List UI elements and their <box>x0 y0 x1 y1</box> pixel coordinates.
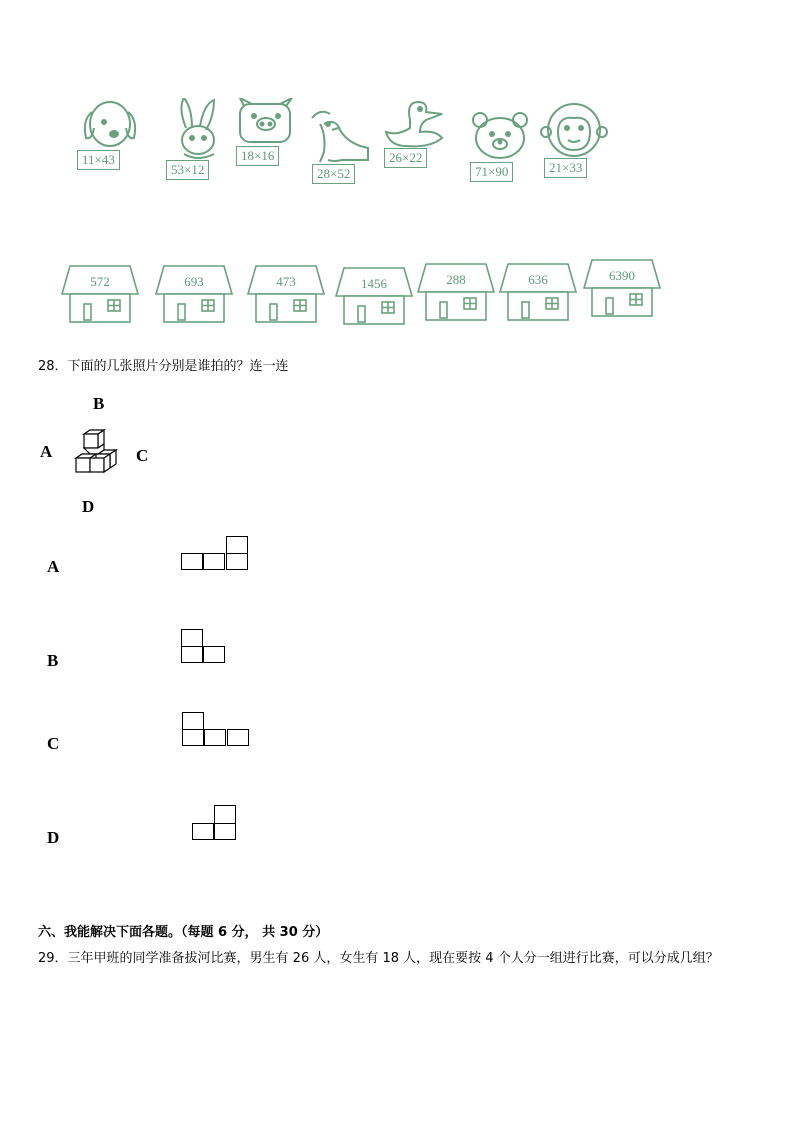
house-number: 693 <box>184 274 204 289</box>
house-number: 636 <box>528 272 548 287</box>
house <box>582 258 662 320</box>
grid-square <box>182 712 204 730</box>
direction-label-top: B <box>93 394 105 413</box>
grid-square <box>182 729 204 746</box>
question-29-text: 29．三年甲班的同学准备拔河比赛，男生有 26 人，女生有 18 人，现在要按 4 个人分一组进行比赛，可以分成几组？ <box>38 951 719 966</box>
grid-square <box>181 553 203 570</box>
house <box>498 262 578 324</box>
grid-square <box>204 729 226 746</box>
grid-square <box>226 553 248 570</box>
animal-rabbit <box>164 98 236 188</box>
grid-square <box>203 553 225 570</box>
grid-square <box>226 536 248 554</box>
house-number: 288 <box>446 272 466 287</box>
view-label-c: C <box>47 734 60 753</box>
animal-expr: 11×43 <box>77 150 120 170</box>
animal-expr: 18×16 <box>236 146 279 166</box>
animal-expr: 26×22 <box>384 148 427 168</box>
house <box>416 262 496 324</box>
house-number: 1456 <box>361 276 387 291</box>
animal-expr: 28×52 <box>312 164 355 184</box>
monkey-icon <box>540 102 610 160</box>
view-label-a: A <box>47 557 60 576</box>
animal-monkey <box>540 102 610 188</box>
section-6-heading: 六、我能解决下面各题。（每题 6 分， 共 30 分） <box>38 925 329 940</box>
animal-pig <box>234 98 300 170</box>
view-label-d: D <box>47 828 60 847</box>
pig-icon <box>234 98 300 148</box>
direction-label-right: C <box>136 446 149 465</box>
house-number: 572 <box>90 274 110 289</box>
animal-duck <box>380 100 452 172</box>
duck-icon <box>380 100 452 150</box>
grid-square <box>192 823 214 840</box>
house <box>246 264 326 326</box>
house-number: 473 <box>276 274 296 289</box>
house <box>334 266 414 328</box>
grid-square <box>227 729 249 746</box>
grid-square <box>181 646 203 663</box>
animal-expr: 71×90 <box>470 162 513 182</box>
house <box>60 264 140 326</box>
direction-label-bottom: D <box>82 497 95 516</box>
house-number: 6390 <box>609 268 635 283</box>
bear-icon <box>468 110 534 160</box>
goat-icon <box>306 104 378 166</box>
animal-goat <box>306 104 378 190</box>
direction-label-left: A <box>40 442 53 461</box>
cube-stack-figure <box>70 428 122 482</box>
animal-expr: 21×33 <box>544 158 587 178</box>
grid-square <box>181 629 203 647</box>
view-label-b: B <box>47 651 59 670</box>
grid-square <box>203 646 225 663</box>
animal-bear <box>468 110 534 186</box>
grid-square <box>214 823 236 840</box>
animal-dog <box>74 98 146 178</box>
question-28-text: 28．下面的几张照片分别是谁拍的？连一连 <box>38 359 289 374</box>
house <box>154 264 234 326</box>
animal-expr: 53×12 <box>166 160 209 180</box>
grid-square <box>214 805 236 824</box>
rabbit-icon <box>164 98 236 168</box>
